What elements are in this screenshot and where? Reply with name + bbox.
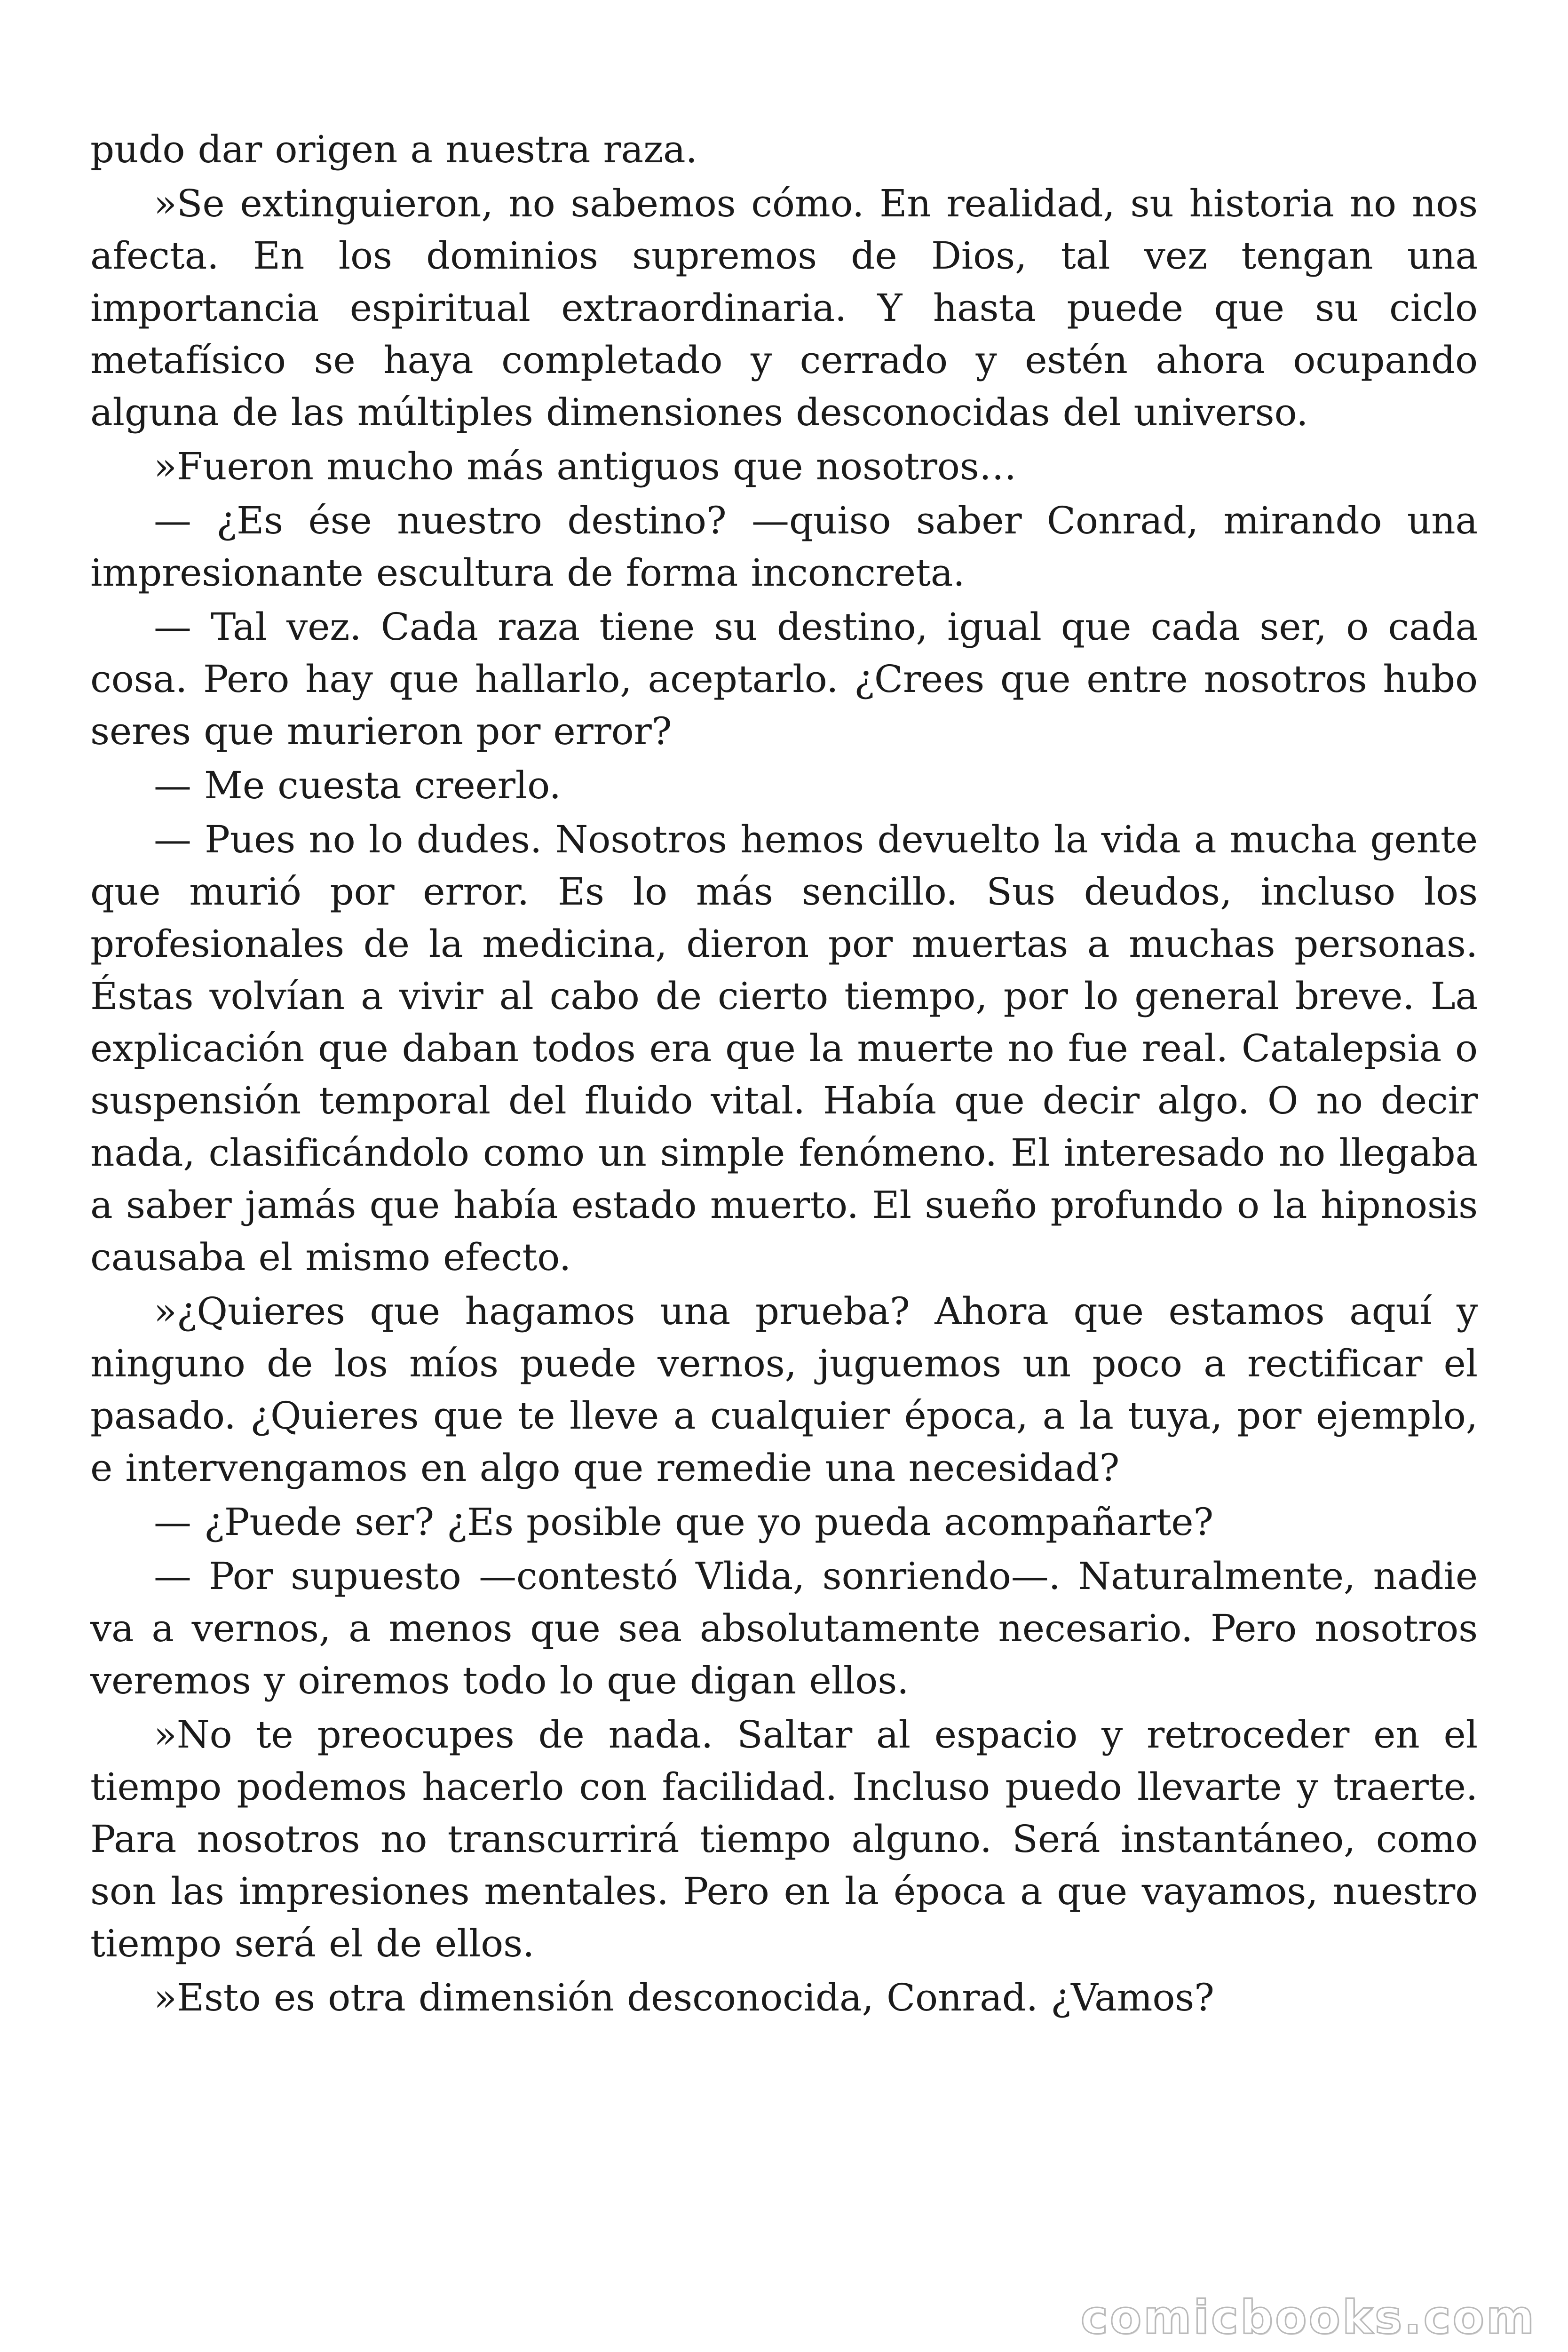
paragraph: — Por supuesto —contestó Vlida, sonriendo—. Naturalmente, nadie va a vernos, a menos que sea absolutamente necesario. Pero nosotros veremos y oiremos todo lo que digan ellos. xyxy=(90,1554,1478,1702)
paragraph: »Fueron mucho más antiguos que nosotros… xyxy=(154,445,1017,488)
paragraph: — Me cuesta creerlo. xyxy=(154,763,561,807)
paragraph: »No te preocupes de nada. Saltar al espacio y retroceder en el tiempo podemos hacerlo con facilidad. Incluso puedo llevarte y traerte. Para nosotros no transcurrirá tiempo alguno. Será instantáneo, como son las impresiones mentales. Pero en la época a que vayamos, nuestro tiempo será el de ellos. xyxy=(90,1713,1478,1965)
paragraph: pudo dar origen a nuestra raza. xyxy=(90,127,697,171)
paragraph: »Esto es otra dimensión desconocida, Conrad. ¿Vamos? xyxy=(154,1976,1214,2019)
page-text xyxy=(90,123,1478,2026)
watermark: comicbooks.com xyxy=(1080,2291,1536,2344)
paragraph: »Se extinguieron, no sabemos cómo. En realidad, su historia no nos afecta. En los dominios supremos de Dios, tal vez tengan una importancia espiritual extraordinaria. Y hasta puede que su ciclo metafísico se haya completado y cerrado y estén ahora ocupando alguna de las múltiples dimensiones desconocidas del universo. xyxy=(90,182,1478,434)
paragraph: — Tal vez. Cada raza tiene su destino, igual que cada ser, o cada cosa. Pero hay que hallarlo, aceptarlo. ¿Crees que entre nosotros hubo seres que murieron por error? xyxy=(90,605,1478,753)
paragraph: — ¿Puede ser? ¿Es posible que yo pueda acompañarte? xyxy=(154,1500,1214,1544)
paragraph: »¿Quieres que hagamos una prueba? Ahora que estamos aquí y ninguno de los míos puede vernos, juguemos un poco a rectificar el pasado. ¿Quieres que te lleve a cualquier época, a la tuya, por ejemplo, e intervengamos en algo que remedie una necesidad? xyxy=(90,1289,1478,1490)
paragraph: — Pues no lo dudes. Nosotros hemos devuelto la vida a mucha gente que murió por error. Es lo más sencillo. Sus deudos, incluso los profesionales de la medicina, dieron por muertas a muchas personas. Éstas volvían a vivir al cabo de cierto tiempo, por lo general breve. La explicación que daban todos era que la muerte no fue real. Catalepsia o suspensión temporal del fluido vital. Había que decir algo. O no decir nada, clasificándolo como un simple fenómeno. El interesado no llegaba a saber jamás que había estado muerto. El sueño profundo o la hipnosis causaba el mismo efecto. xyxy=(90,818,1478,1279)
paragraph: — ¿Es ése nuestro destino? —quiso saber Conrad, mirando una impresionante escultura de forma inconcreta. xyxy=(90,499,1478,595)
